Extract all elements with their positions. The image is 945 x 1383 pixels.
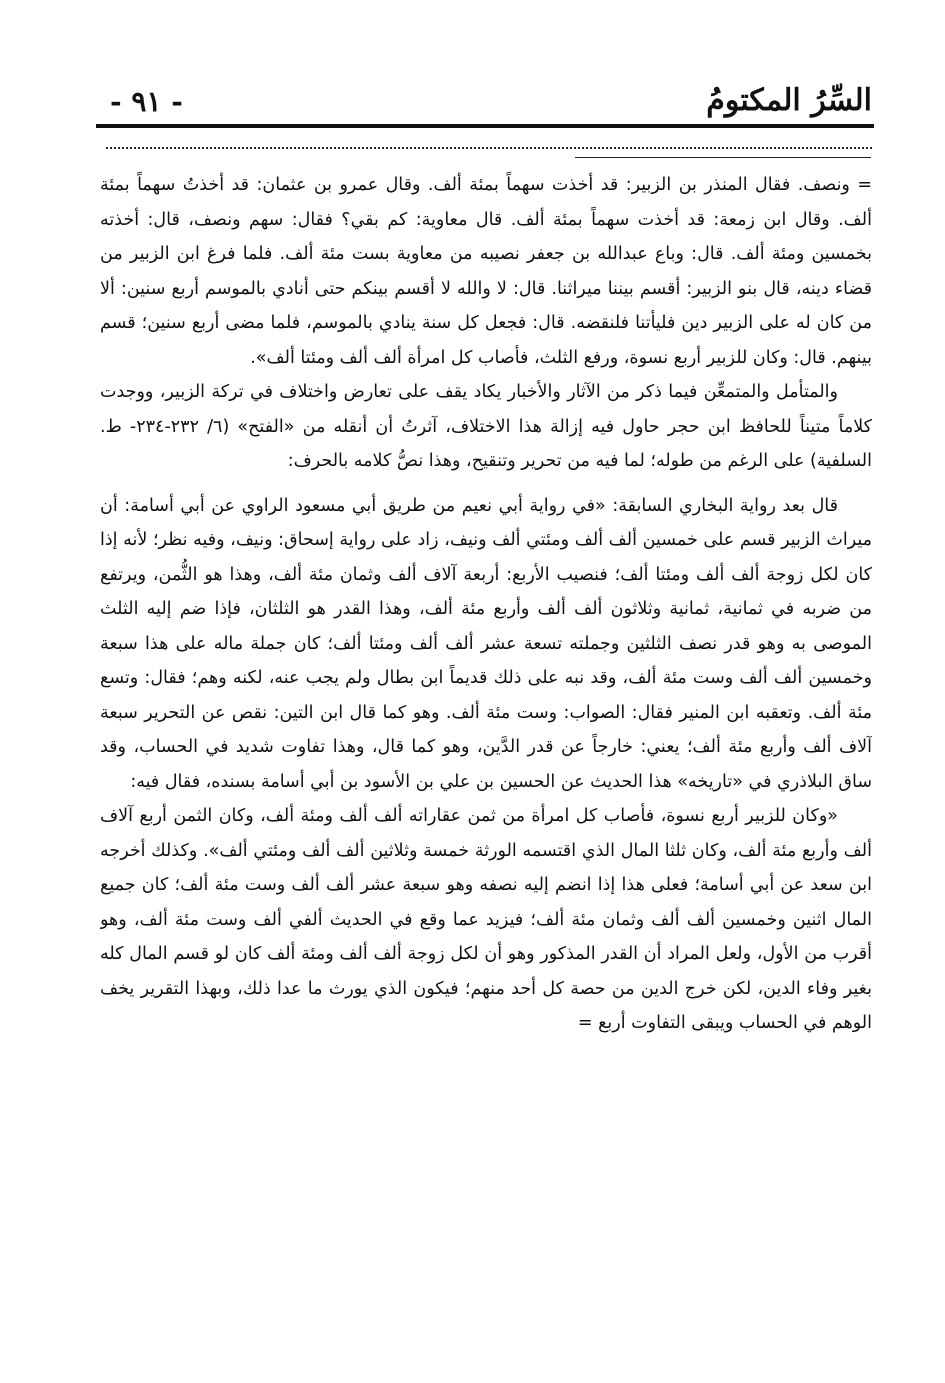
page-body [100,168,872,1313]
paragraph-continuation: = ونصف. فقال المنذر بن الزبير: قد أخذت سهماً بمئة ألف. وقال عمرو بن عثمان: قد أخذتُ سهماً بمئة ألف. وقال ابن زمعة: قد أخذت سهماً بمئة ألف. قال معاوية: كم بقي؟ فقال: سهم ونصف، قال: أخذته بخمسين ومئة ألف. قال: وباع عبدالله بن جعفر نصيبه من معاوية بست مئة ألف. فلما فرغ ابن الزبير من قضاء دينه، قال بنو الزبير: أقسم بيننا ميراثنا. قال: لا والله لا أقسم بينكم حتى أنادي بالموسم أربع سنين: ألا من كان له على الزبير دين فليأتنا فلنقضه. قال: فجعل كل سنة ينادي بالموسم، فلما مضى أربع سنين؛ قسم بينهم. قال: وكان للزبير أربع نسوة، ورفع الثلث، فأصاب كل امرأة ألف ألف ومئتا ألف». [100,175,872,368]
book-title: السِّرُ المكتومُ [706,83,872,118]
paragraph-quote-intro: قال بعد رواية البخاري السابقة: «في رواية أبي نعيم من طريق أبي مسعود الراوي عن أبي أسامة: أن ميراث الزبير قسم على خمسين ألف ألف ومئتي ألف ونيف، زاد على رواية إسحاق: ونيف، وفيه نظر؛ لأنه إذا كان لكل زوجة ألف ألف ومئتا ألف؛ فنصيب الأربع: أربعة آلاف ألف وثمان مئة ألف، وهذا هو الثُّمن، ويرتفع من ضربه في ثمانية، ثمانية وثلاثون ألف ألف وأربع مئة ألف، وهذا القدر هو الثلثان، فإذا ضم إليه الثلث الموصى به وهو قدر نصف الثلثين وجملته تسعة عشر ألف ألف ومئتا ألف؛ كان جملة ماله على هذا سبعة وخمسين ألف ألف وست مئة ألف، وقد نبه على ذلك قديماً ابن بطال ولم يجب عنه، لكنه وهم؛ فقال: وتسع مئة ألف. وتعقبه ابن المنير فقال: الصواب: وست مئة ألف. وهو كما قال ابن التين: نقص عن التحرير سبعة آلاف ألف وأربع مئة ألف؛ يعني: خارجاً عن قدر الدَّين، وهو كما قال، وهذا تفاوت شديد في الحساب، وقد ساق البلاذري في «تاريخه» هذا الحديث عن الحسين بن علي بن الأسود بن أبي أسامة بسنده، فقال فيه: [100,495,872,792]
dotted-separator [106,147,872,149]
paragraph-commentary: والمتأمل والمتمعِّن فيما ذكر من الآثار والأخبار يكاد يقف على تعارض واختلاف في تركة الزبير، ووجدت كلاماً متيناً للحافظ ابن حجر حاول فيه إزالة هذا الاختلاف، آثرتُ أن أنقله من «الفتح» (٦/ ٢٣٢-٢٣٤- ط. السلفية) على الرغم من طوله؛ لما فيه من تحرير وتنقيح، وهذا نصُّ كلامه بالحرف: [100,382,872,471]
page-number: - ٩١ - [110,85,183,118]
paragraph-quote-continued: «وكان للزبير أربع نسوة، فأصاب كل امرأة من ثمن عقاراته ألف ألف ومئة ألف، وكان الثمن أربع آلاف ألف وأربع مئة ألف، وكان ثلثا المال الذي اقتسمه الورثة خمسة وثلاثين ألف ألف ومئتي ألف». وكذلك أخرجه ابن سعد عن أبي أسامة؛ فعلى هذا إذا انضم إليه نصفه وهو سبعة عشر ألف ألف وست مئة ألف؛ كان جميع المال اثنين وخمسين ألف ألف وثمان مئة ألف؛ فيزيد عما وقع في الحديث ألفي ألف وست مئة ألف، وهو أقرب من الأول، ولعل المراد أن القدر المذكور وهو أن لكل زوجة ألف ألف ومئة ألف كان لو قسم المال كله بغير وفاء الدين، لكن خرج الدين من حصة كل أحد منهم؛ فيكون الذي يورث ما عدا ذلك، وبهذا التقرير يخف الوهم في الحساب ويبقى التفاوت أربع = [100,806,872,1033]
page-header [96,78,872,124]
header-rule [96,124,874,128]
footnote-separator [575,157,871,158]
